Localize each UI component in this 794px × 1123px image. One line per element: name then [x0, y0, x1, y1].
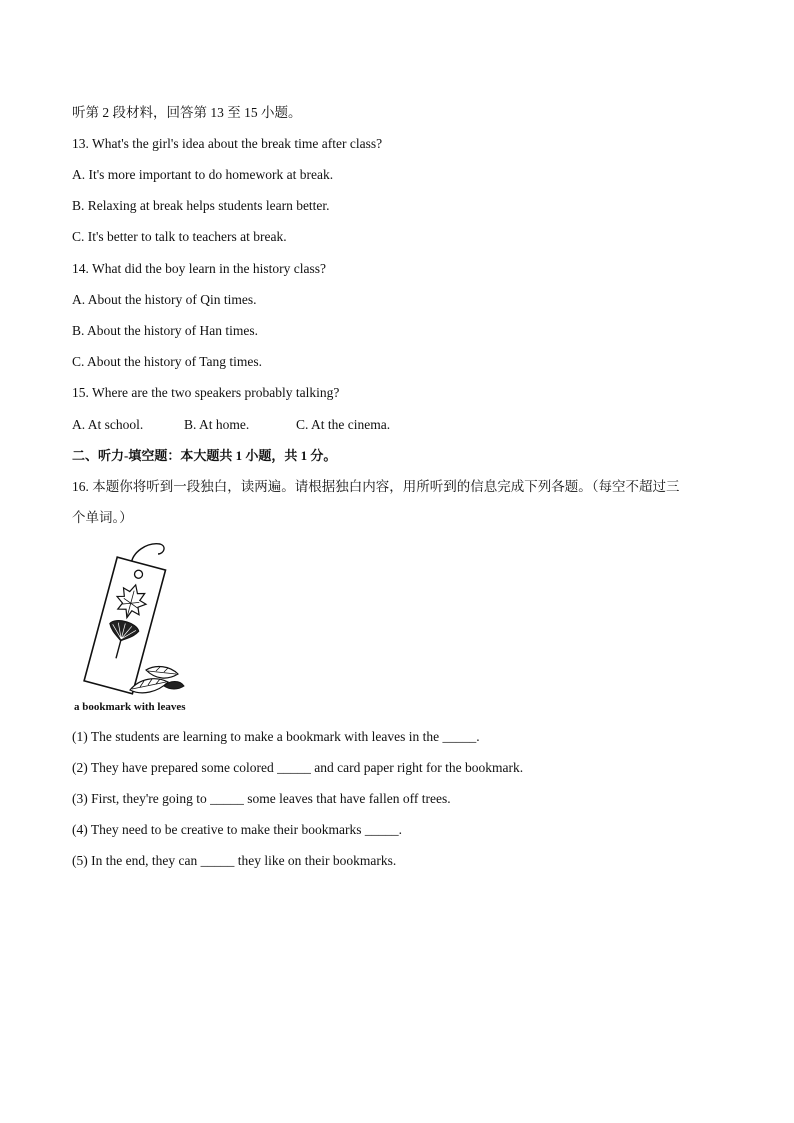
question-13-stem: 13. What's the girl's idea about the break time after class? — [72, 136, 383, 151]
question-14-option-c: C. About the history of Tang times. — [72, 354, 263, 369]
section-2-heading: 二、听力-填空题：本大题共 1 小题，共 1 分。 — [72, 448, 337, 463]
question-15-stem: 15. Where are the two speakers probably talking? — [72, 385, 340, 400]
fill-blank-5: (5) In the end, they can _____ they like on their bookmarks. — [72, 853, 397, 868]
question-15-option-b: B. At home. — [184, 417, 250, 432]
fill-blank-2: (2) They have prepared some colored _____ and card paper right for the bookmark. — [72, 760, 524, 775]
question-14-option-a: A. About the history of Qin times. — [72, 292, 257, 307]
question-15-options — [72, 416, 390, 434]
question-13-option-b: B. Relaxing at break helps students learn better. — [72, 198, 330, 213]
question-14-stem: 14. What did the boy learn in the history class? — [72, 261, 326, 276]
bookmark-with-leaves-icon — [72, 540, 202, 700]
question-14-option-b: B. About the history of Han times. — [72, 323, 258, 338]
section-intro: 听第 2 段材料，回答第 13 至 15 小题。 — [72, 105, 302, 120]
question-15-option-a: A. At school. — [72, 417, 144, 432]
figure-caption: a bookmark with leaves — [74, 701, 186, 713]
fill-blank-4: (4) They need to be creative to make their bookmarks _____. — [72, 822, 403, 837]
question-13-option-a: A. It's more important to do homework at break. — [72, 167, 334, 182]
question-16-instruction-line1: 16. 本题你将听到一段独白，读两遍。请根据独白内容，用所听到的信息完成下列各题。（每空不超过三 — [72, 479, 680, 494]
fill-blank-3: (3) First, they're going to _____ some leaves that have fallen off trees. — [72, 791, 451, 806]
bookmark-illustration — [72, 540, 202, 720]
fill-blank-1: (1) The students are learning to make a bookmark with leaves in the _____. — [72, 729, 480, 744]
question-16-instruction-line2: 个单词。） — [72, 510, 133, 525]
question-13-option-c: C. It's better to talk to teachers at break. — [72, 229, 287, 244]
question-15-option-c: C. At the cinema. — [296, 417, 391, 432]
